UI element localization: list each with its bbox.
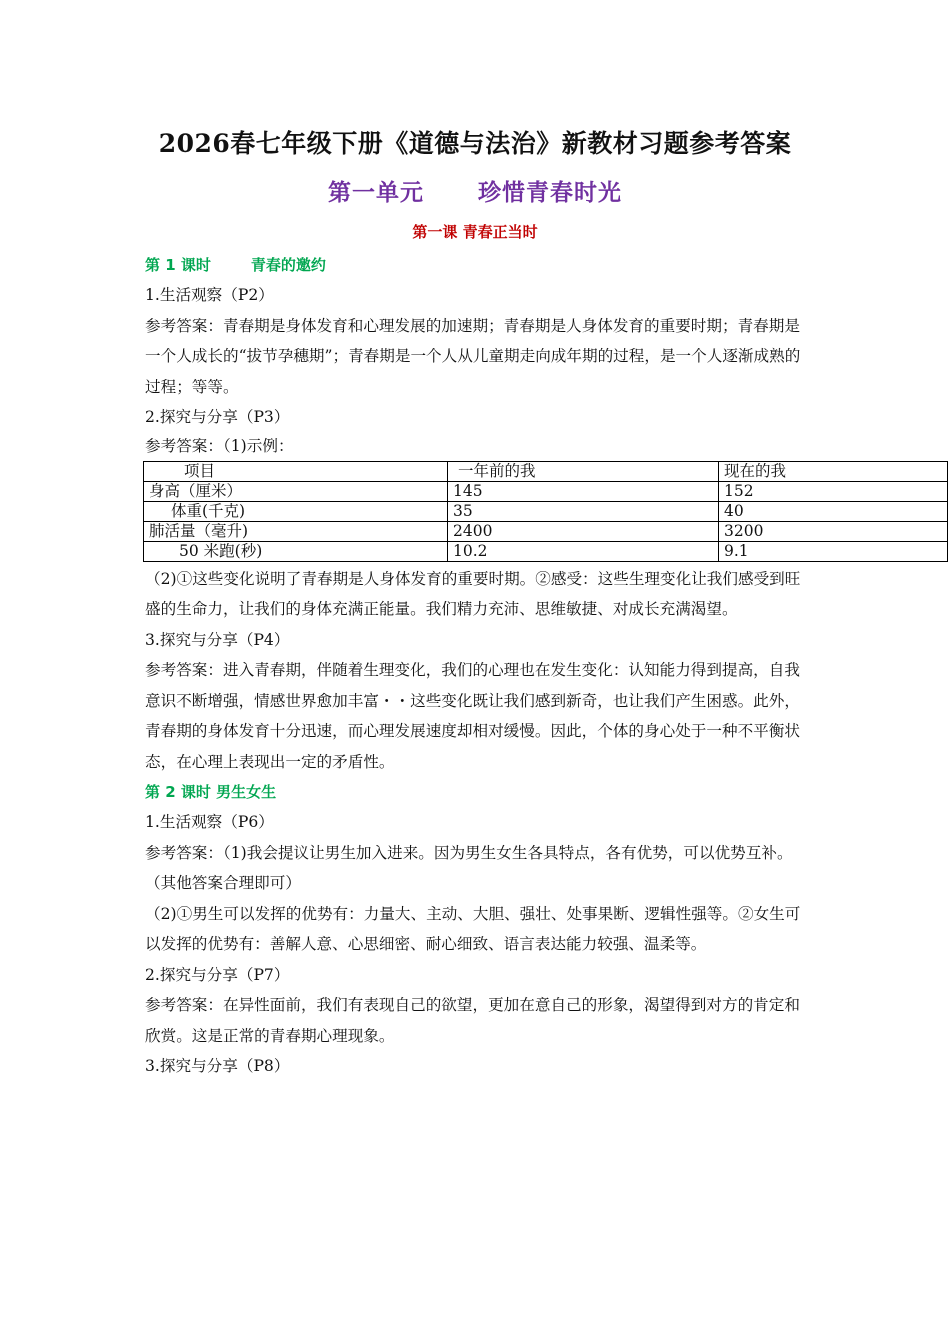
table-cell: 152 xyxy=(719,481,948,501)
question-heading: 3.探究与分享（P4） xyxy=(145,630,290,649)
table-cell: 10.2 xyxy=(448,541,719,561)
question-heading: 2.探究与分享（P7） xyxy=(145,965,290,984)
answer-paragraph: （2)①这些变化说明了青春期是人身体发育的重要时期。②感受：这些生理变化让我们感受到旺盛的生命力，让我们的身体充满正能量。我们精力充沛、思维敏捷、对成长充满渴望。 xyxy=(145,569,801,618)
unit-heading xyxy=(0,174,950,207)
table-cell: 145 xyxy=(448,481,719,501)
table-cell: 体重(千克) xyxy=(144,501,448,521)
answer-paragraph: 参考答案：（1)我会提议让男生加入进来。因为男生女生各具特点，各有优势，可以优势互补。（其他答案合理即可） xyxy=(145,843,793,892)
period-1-label: 第 1 课时 xyxy=(145,256,211,274)
table-header-cell: 项目 xyxy=(144,461,448,481)
table-cell: 40 xyxy=(719,501,948,521)
table-header-cell: 一年前的我 xyxy=(448,461,719,481)
question-heading: 3.探究与分享（P8） xyxy=(145,1057,290,1075)
table-cell: 身高（厘米） xyxy=(144,481,448,501)
table-cell: 2400 xyxy=(448,521,719,541)
table-cell: 35 xyxy=(448,501,719,521)
question-heading: 1.生活观察（P2） xyxy=(145,286,274,304)
unit-name: 珍惜青春时光 xyxy=(478,180,622,206)
table-cell: 肺活量（毫升) xyxy=(144,521,448,541)
answer-paragraph: （2)①男生可以发挥的优势有：力量大、主动、大胆、强壮、处事果断、逻辑性强等。②女生可以发挥的优势有：善解人意、心思细密、耐心细致、语言表达能力较强、温柔等。 xyxy=(145,904,801,953)
period-1-name: 青春的邀约 xyxy=(250,256,326,274)
table-row xyxy=(144,541,948,561)
answer-paragraph: 参考答案：青春期是身体发育和心理发展的加速期；青春期是人身体发育的重要时期；青春期是一个人成长的“拔节孕穗期”；青春期是一个人从儿童期走向成年期的过程，是一个人逐渐成熟的过程；等等。 xyxy=(145,316,801,396)
answer-paragraph: 参考答案：（1)示例： xyxy=(145,436,294,455)
lesson-heading: 第一课 青春正当时 xyxy=(412,223,538,241)
table-header-cell: 现在的我 xyxy=(719,461,948,481)
answer-paragraph: 参考答案：在异性面前，我们有表现自己的欲望，更加在意自己的形象，渴望得到对方的肯定和欣赏。这是正常的青春期心理现象。 xyxy=(145,996,800,1045)
period-2-heading xyxy=(145,777,810,807)
content-body xyxy=(145,250,810,1082)
table-row xyxy=(144,481,948,501)
table-row xyxy=(144,501,948,521)
question-heading: 2.探究与分享（P3） xyxy=(145,408,290,426)
document-title: 2026春七年级下册《道德与法治》新教材习题参考答案 xyxy=(158,129,792,158)
growth-table xyxy=(143,461,948,562)
period-2-label: 第 2 课时 xyxy=(145,783,211,801)
unit-label: 第一单元 xyxy=(328,180,424,206)
period-2-name: 男生女生 xyxy=(216,783,277,801)
answer-paragraph: 参考答案：进入青春期，伴随着生理变化，我们的心理也在发生变化：认知能力得到提高，自我意识不断增强，情感世界愈加丰富・・这些变化既让我们感到新奇，也让我们产生困惑。此外，青春期的身体发育十分迅速，而心理发展速度却相对缓慢。因此，个体的身心处于一种不平衡状态，在心理上表现出一定的矛盾性。 xyxy=(145,661,800,771)
table-cell: 50 米跑(秒) xyxy=(144,541,448,561)
question-heading: 1.生活观察（P6） xyxy=(145,813,274,831)
table-header-row xyxy=(144,461,948,481)
table-cell: 9.1 xyxy=(719,541,948,561)
period-1-heading xyxy=(145,250,810,280)
table-cell: 3200 xyxy=(719,521,948,541)
table-row xyxy=(144,521,948,541)
